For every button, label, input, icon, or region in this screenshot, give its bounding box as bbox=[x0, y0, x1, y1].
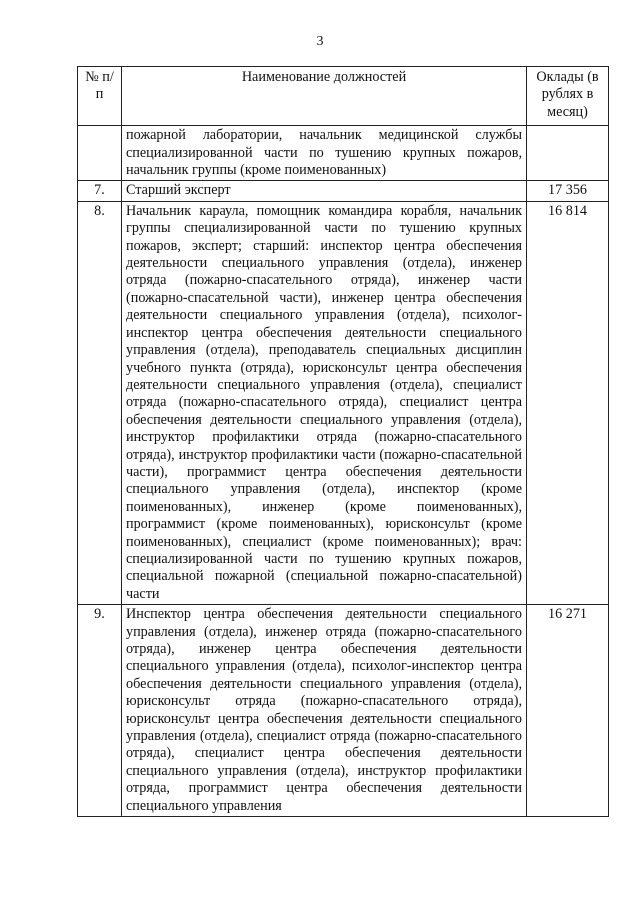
table-row bbox=[78, 181, 609, 201]
row-num: 9. bbox=[78, 605, 122, 817]
salary-table bbox=[77, 66, 609, 817]
header-salary: Оклады (в рублях в месяц) bbox=[527, 67, 609, 126]
row-salary: 17 356 bbox=[527, 181, 609, 201]
row-name: Начальник караула, помощник командира корабля, начальник группы специализированной части по тушению крупных пожаров, эксперт; старший: инспектор центра обеспечения деятельности специального управления (отдела), инженер отряда (пожарно-спасательного отряда), инженер части (пожарно-спасательной части), инженер центра обеспечения деятельности специального управления (отдела), психолог-инспектор центра обеспечения деятельности специального управления (отдела), преподаватель специальных дисциплин учебного пункта (отряда), юрисконсульт центра обеспечения деятельности специального управления (отдела), специалист отряда (пожарно-спасательного отряда), специалист центра обеспечения деятельности специального управления (отдела), инструктор профилактики отряда (пожарно-спасательного отряда), инструктор профилактики части (пожарно-спасательной части), программист центра обеспечения деятельности специального управления (отдела), инспектор (кроме поименованных), инженер (кроме поименованных), программист (кроме поименованных), юрисконсульт (кроме поименованных), специалист (кроме поименованных); врач: специализированной части по тушению крупных пожаров, специальной пожарной (специальной пожарно-спасательной) части bbox=[122, 201, 527, 604]
row-salary bbox=[527, 126, 609, 181]
table-header-row bbox=[78, 67, 609, 126]
header-name: Наименование должностей bbox=[122, 67, 527, 126]
row-salary: 16 814 bbox=[527, 201, 609, 604]
table-row bbox=[78, 201, 609, 604]
header-num: № п/п bbox=[78, 67, 122, 126]
row-num: 7. bbox=[78, 181, 122, 201]
row-name: пожарной лаборатории, начальник медицинской службы специализированной части по тушению крупных пожаров, начальник группы (кроме поименованных) bbox=[122, 126, 527, 181]
row-name: Старший эксперт bbox=[122, 181, 527, 201]
row-salary: 16 271 bbox=[527, 605, 609, 817]
page-number: 3 bbox=[316, 34, 324, 49]
row-num bbox=[78, 126, 122, 181]
row-name: Инспектор центра обеспечения деятельности специального управления (отдела), инженер отряда (пожарно-спасательного отряда), инженер центра обеспечения деятельности специального управления (отдела), психолог-инспектор центра обеспечения деятельности специального управления (отдела), юрисконсульт отряда (пожарно-спасательного отряда), юрисконсульт центра обеспечения деятельности специального управления (отдела), специалист отряда (пожарно-спасательного отряда), специалист центра обеспечения деятельности специального управления (отдела), инструктор профилактики отряда, программист центра обеспечения деятельности специального управления bbox=[122, 605, 527, 817]
row-num: 8. bbox=[78, 201, 122, 604]
table-row bbox=[78, 126, 609, 181]
table-row bbox=[78, 605, 609, 817]
